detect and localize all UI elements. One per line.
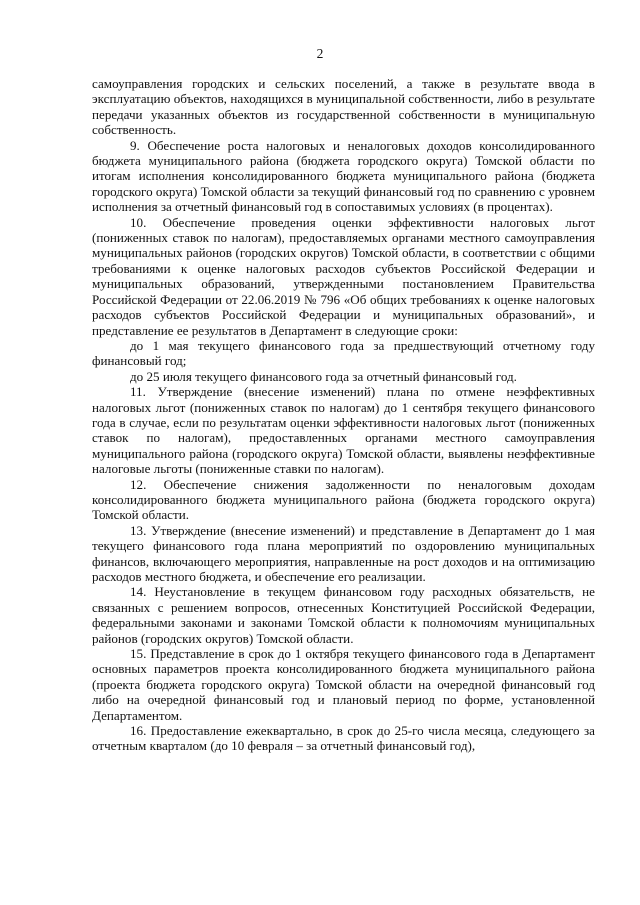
paragraph-item-14: 14. Неустановление в текущем финансовом году расходных обязательств, не связанных с решением вопросов, отнесенных Конституцией Российской Федерации, федеральными законами и законами Томской области к полномочиям муниципальных районов (городских округов) Томской области. (92, 584, 595, 646)
paragraph-item-9: 9. Обеспечение роста налоговых и неналоговых доходов консолидированного бюджета муниципального района (бюджета городского округа) Томской области по итогам исполнения консолидированного бюджета муниципального района (бюджета городского округа) Томской области за текущий финансовый год по сравнению с уровнем исполнения за отчетный финансовый год в сопоставимых условиях (в процентах). (92, 137, 595, 215)
paragraph-deadline-may: до 1 мая текущего финансового года за предшествующий отчетному году финансовый год; (92, 337, 595, 369)
paragraph-item-13: 13. Утверждение (внесение изменений) и представление в Департамент до 1 мая текущего финансового года плана мероприятий по оздоровлению муниципальных финансов, включающего мероприятия, направленные на рост доходов и на оптимизацию расходов местного бюджета, и обеспечение его реализации. (92, 522, 595, 584)
paragraph-item-12: 12. Обеспечение снижения задолженности по неналоговым доходам консолидированного бюджета муниципального района (бюджета городского округа) Томской области. (92, 476, 595, 523)
paragraph-item-16: 16. Предоставление ежеквартально, в срок до 25-го числа месяца, следующего за отчетным кварталом (до 10 февраля – за отчетный финансовый год), (92, 723, 595, 754)
page-number: 2 (316, 46, 324, 61)
paragraph-continuation: самоуправления городских и сельских поселений, а также в результате ввода в эксплуатацию объектов, находящихся в муниципальной собственности, либо в результате передачи указанных объектов из государственной собственности в муниципальную собственность. (92, 76, 595, 138)
paragraph-item-11: 11. Утверждение (внесение изменений) плана по отмене неэффективных налоговых льгот (пониженных ставок по налогам) до 1 сентября текущего финансового года в случае, если по результатам оценки эффективности налоговых льгот (пониженных ставок по налогам), предоставленных органами местного самоуправления муниципального района (городского округа) Томской области, выявлены неэффективные налоговые льготы (пониженные ставки по налогам). (92, 384, 595, 477)
paragraph-item-10: 10. Обеспечение проведения оценки эффективности налоговых льгот (пониженных ставок по налогам), предоставляемых органами местного самоуправления муниципальных районов (городских округов) Томской области, в соответствии с общими требованиями к оценке налоговых расходов субъектов Российской Федерации и муниципальных образований, утвержденными постановлением Правительства Российской Федерации от 22.06.2019 № 796 «Об общих требованиях к оценке налоговых расходов субъектов Российской Федерации и муниципальных образований», и представление ее результатов в Департамент в следующие сроки: (92, 214, 595, 338)
paragraph-item-15: 15. Представление в срок до 1 октября текущего финансового года в Департамент основных параметров проекта консолидированного бюджета муниципального района (проекта бюджета городского округа) Томской области на очередной финансовый год либо на очередной финансовый год и плановый период по форме, установленной Департаментом. (92, 646, 595, 723)
document-body (92, 76, 595, 754)
paragraph-deadline-july: до 25 июля текущего финансового года за отчетный финансовый год. (130, 368, 517, 384)
